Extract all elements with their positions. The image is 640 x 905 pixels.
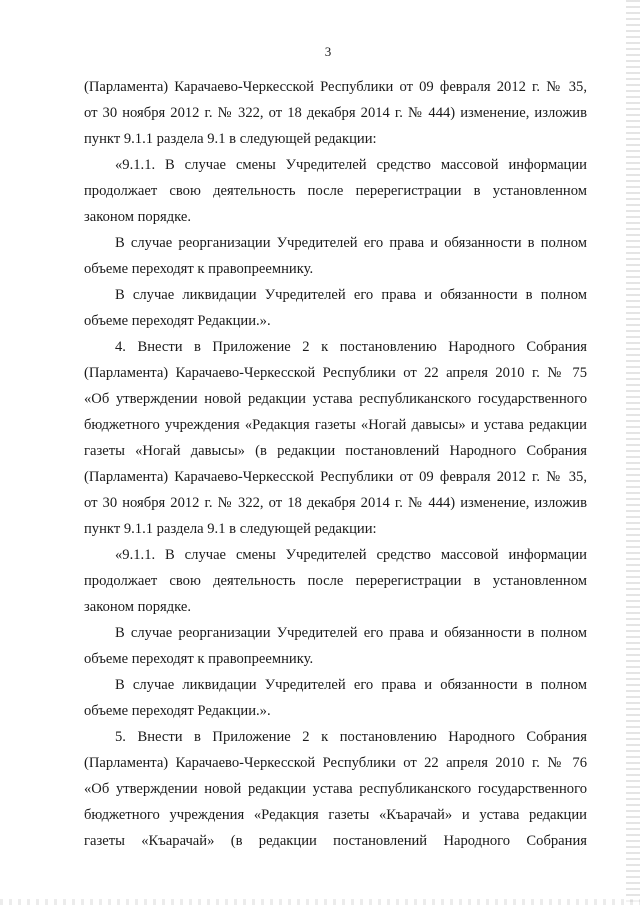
scan-edge-right bbox=[626, 0, 640, 905]
text-line: В случае ликвидации Учредителей его права и обязанности в полном bbox=[115, 287, 587, 303]
text-line: В случае реорганизации Учредителей его права и обязанности в полном bbox=[115, 625, 587, 641]
text-line: (Парламента) Карачаево-Черкесской Республики от 09 февраля 2012 г. № 35, bbox=[84, 469, 587, 485]
text-line: пункт 9.1.1 раздела 9.1 в следующей редакции: bbox=[84, 521, 377, 537]
text-line: бюджетного учреждения «Редакция газеты «Ногай давысы» и устава редакции bbox=[84, 417, 587, 433]
text-line: 5. Внести в Приложение 2 к постановлению Народного Собрания bbox=[115, 729, 587, 745]
text-line: (Парламента) Карачаево-Черкесской Республики от 09 февраля 2012 г. № 35, bbox=[84, 79, 587, 95]
text-line: В случае ликвидации Учредителей его права и обязанности в полном bbox=[115, 677, 587, 693]
text-line: от 30 ноября 2012 г. № 322, от 18 декабря 2014 г. № 444) изменение, изложив bbox=[84, 105, 587, 121]
scan-edge-bottom bbox=[0, 899, 640, 905]
page-number: 3 bbox=[324, 44, 332, 59]
text-line: «9.1.1. В случае смены Учредителей средство массовой информации bbox=[115, 547, 587, 563]
text-line: продолжает свою деятельность после перерегистрации в установленном bbox=[84, 573, 587, 589]
text-line: газеты «Къарачай» (в редакции постановлений Народного Собрания bbox=[84, 833, 587, 849]
text-line: «9.1.1. В случае смены Учредителей средство массовой информации bbox=[115, 157, 587, 173]
text-line: «Об утверждении новой редакции устава республиканского государственного bbox=[84, 781, 587, 797]
text-line: объеме переходят к правопреемнику. bbox=[84, 261, 314, 277]
text-line: «Об утверждении новой редакции устава республиканского государственного bbox=[84, 391, 587, 407]
text-line: объеме переходят Редакции.». bbox=[84, 703, 271, 719]
text-line: объеме переходят Редакции.». bbox=[84, 313, 271, 329]
text-line: продолжает свою деятельность после перерегистрации в установленном bbox=[84, 183, 587, 199]
text-line: (Парламента) Карачаево-Черкесской Республики от 22 апреля 2010 г. № 75 bbox=[84, 365, 587, 381]
text-line: бюджетного учреждения «Редакция газеты «Къарачай» и устава редакции bbox=[84, 807, 587, 823]
text-line: законом порядке. bbox=[84, 599, 191, 615]
text-line: 4. Внести в Приложение 2 к постановлению Народного Собрания bbox=[115, 339, 587, 355]
text-line: газеты «Ногай давысы» (в редакции постановлений Народного Собрания bbox=[84, 443, 587, 459]
text-line: пункт 9.1.1 раздела 9.1 в следующей редакции: bbox=[84, 131, 377, 147]
text-line: (Парламента) Карачаево-Черкесской Республики от 22 апреля 2010 г. № 76 bbox=[84, 755, 587, 771]
text-line: от 30 ноября 2012 г. № 322, от 18 декабря 2014 г. № 444) изменение, изложив bbox=[84, 495, 587, 511]
text-line: В случае реорганизации Учредителей его права и обязанности в полном bbox=[115, 235, 587, 251]
text-line: законом порядке. bbox=[84, 209, 191, 225]
text-line: объеме переходят к правопреемнику. bbox=[84, 651, 314, 667]
